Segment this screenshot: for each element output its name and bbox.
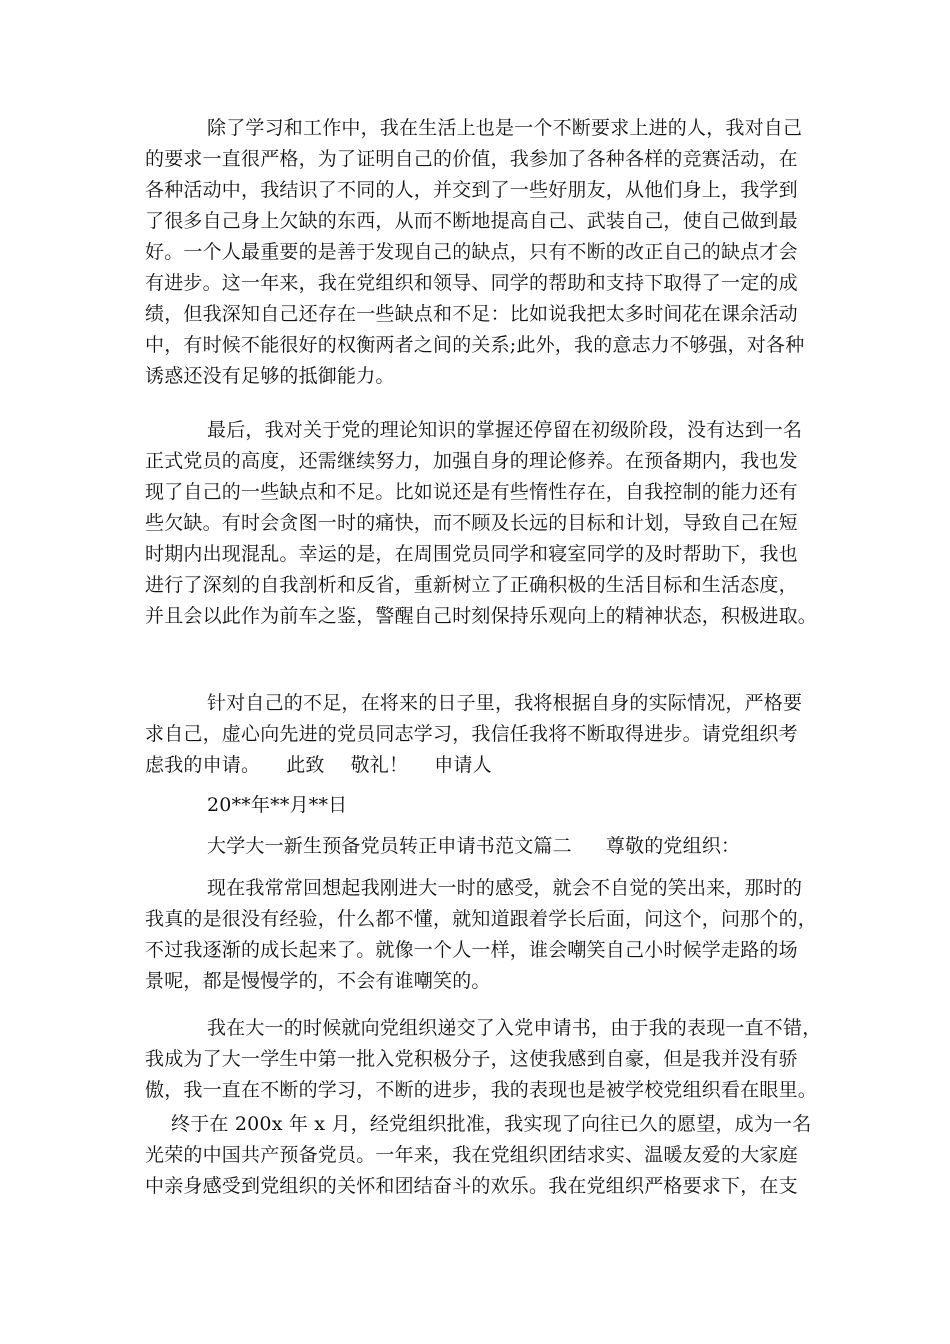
section-heading-line <box>145 831 805 862</box>
salute-phrase: 敬礼！ <box>350 754 409 776</box>
paragraph-line: 光荣的中国共产预备党员。一年来，我在党组织团结求实、温暖友爱的大家庭 <box>145 1144 798 1166</box>
paragraph-line: 中，有时候不能很好的权衡两者之间的关系;此外，我的意志力不够强，对各种 <box>145 334 805 356</box>
section-title: 大学大一新生预备党员转正申请书范文篇二 <box>207 835 572 857</box>
paragraph-line: 现了自己的一些缺点和不足。比如说还是有些惰性存在，自我控制的能力还有 <box>145 481 798 503</box>
paragraph-line: 最后，我对关于党的理论知识的掌握还停留在初级阶段，没有达到一名 <box>207 419 803 441</box>
paragraph-line: 我成为了大一学生中第一批入党积极分子，这使我感到自豪，但是我并没有骄 <box>145 1048 798 1070</box>
paragraph-line: 我在大一的时候就向党组织递交了入党申请书，由于我的表现一直不错， <box>207 1017 822 1039</box>
paragraph-line-closing <box>145 750 805 781</box>
paragraph-line: 的要求一直很严格，为了证明自己的价值，我参加了各种各样的竞赛活动，在 <box>145 148 798 170</box>
paragraph-line: 我真的是很没有经验，什么都不懂，就知道跟着学长后面，问这个，问那个的， <box>145 908 818 930</box>
greeting: 尊敬的党组织： <box>605 835 741 857</box>
paragraph-line: 景呢，都是慢慢学的，不会有谁嘲笑的。 <box>145 970 491 992</box>
paragraph-line: 求自己，虚心向先进的党员同志学习，我信任我将不断取得进步。请党组织考 <box>145 723 798 745</box>
paragraph-line: 好。一个人最重要的是善于发现自己的缺点，只有不断的改正自己的缺点才会 <box>145 241 798 263</box>
paragraph-6 <box>145 1109 812 1202</box>
paragraph-line: 进行了深刻的自我剖析和反省，重新树立了正确积极的生活目标和生活态度， <box>145 574 798 596</box>
paragraph-line: 中亲身感受到党组织的关怀和团结奋斗的欢乐。我在党组织严格要求下，在支 <box>145 1175 798 1197</box>
date-block <box>145 790 805 821</box>
paragraph-line: 并且会以此作为前车之鉴，警醒自己时刻保持乐观向上的精神状态，积极进取。 <box>145 605 818 627</box>
paragraph-line: 些欠缺。有时会贪图一时的痛快，而不顾及长远的目标和计划，导致自己在短 <box>145 512 798 534</box>
paragraph-4 <box>145 873 818 997</box>
paragraph-line: 正式党员的高度，还需继续努力，加强自身的理论修养。在预备期内，我也发 <box>145 450 798 472</box>
closing-phrase: 此致 <box>286 754 325 776</box>
paragraph-line: 时期内出现混乱。幸运的是，在周围党员同学和寝室同学的及时帮助下，我也 <box>145 543 798 565</box>
section-heading <box>145 831 805 862</box>
paragraph-3 <box>145 688 805 781</box>
paragraph-line: 各种活动中，我结识了不同的人，并交到了一些好朋友，从他们身上，我学到 <box>145 179 798 201</box>
paragraph-5 <box>145 1013 822 1106</box>
paragraph-line: 了很多自己身上欠缺的东西，从而不断地提高自己、武装自己，使自己做到最 <box>145 210 798 232</box>
paragraph-line: 诱惑还没有足够的抵御能力。 <box>145 365 395 387</box>
paragraph-1 <box>145 113 805 392</box>
signer-label: 申请人 <box>434 754 492 776</box>
paragraph-line: 有进步。这一年来，我在党组织和领导、同学的帮助和支持下取得了一定的成 <box>145 272 798 294</box>
closing-text: 虑我的申请。 <box>145 754 261 776</box>
paragraph-line: 傲，我一直在不断的学习，不断的进步，我的表现也是被学校党组织看在眼里。 <box>145 1079 818 1101</box>
paragraph-line: 不过我逐渐的成长起来了。就像一个人一样，谁会嘲笑自己小时候学走路的场 <box>145 939 798 961</box>
paragraph-line: 针对自己的不足，在将来的日子里，我将根据自身的实际情况，严格要 <box>207 692 803 714</box>
paragraph-line: 现在我常常回想起我刚进大一时的感受，就会不自觉的笑出来，那时的 <box>207 877 803 899</box>
date-line: 20**年**月**日 <box>207 794 348 816</box>
paragraph-line: 除了学习和工作中，我在生活上也是一个不断要求上进的人，我对自己 <box>207 117 803 139</box>
paragraph-line: 绩，但我深知自己还存在一些缺点和不足：比如说我把太多时间花在课余活动 <box>145 303 798 325</box>
paragraph-line: 终于在 200x 年 x 月，经党组织批准，我实现了向往已久的愿望，成为一名 <box>171 1113 812 1135</box>
paragraph-2 <box>145 415 818 632</box>
